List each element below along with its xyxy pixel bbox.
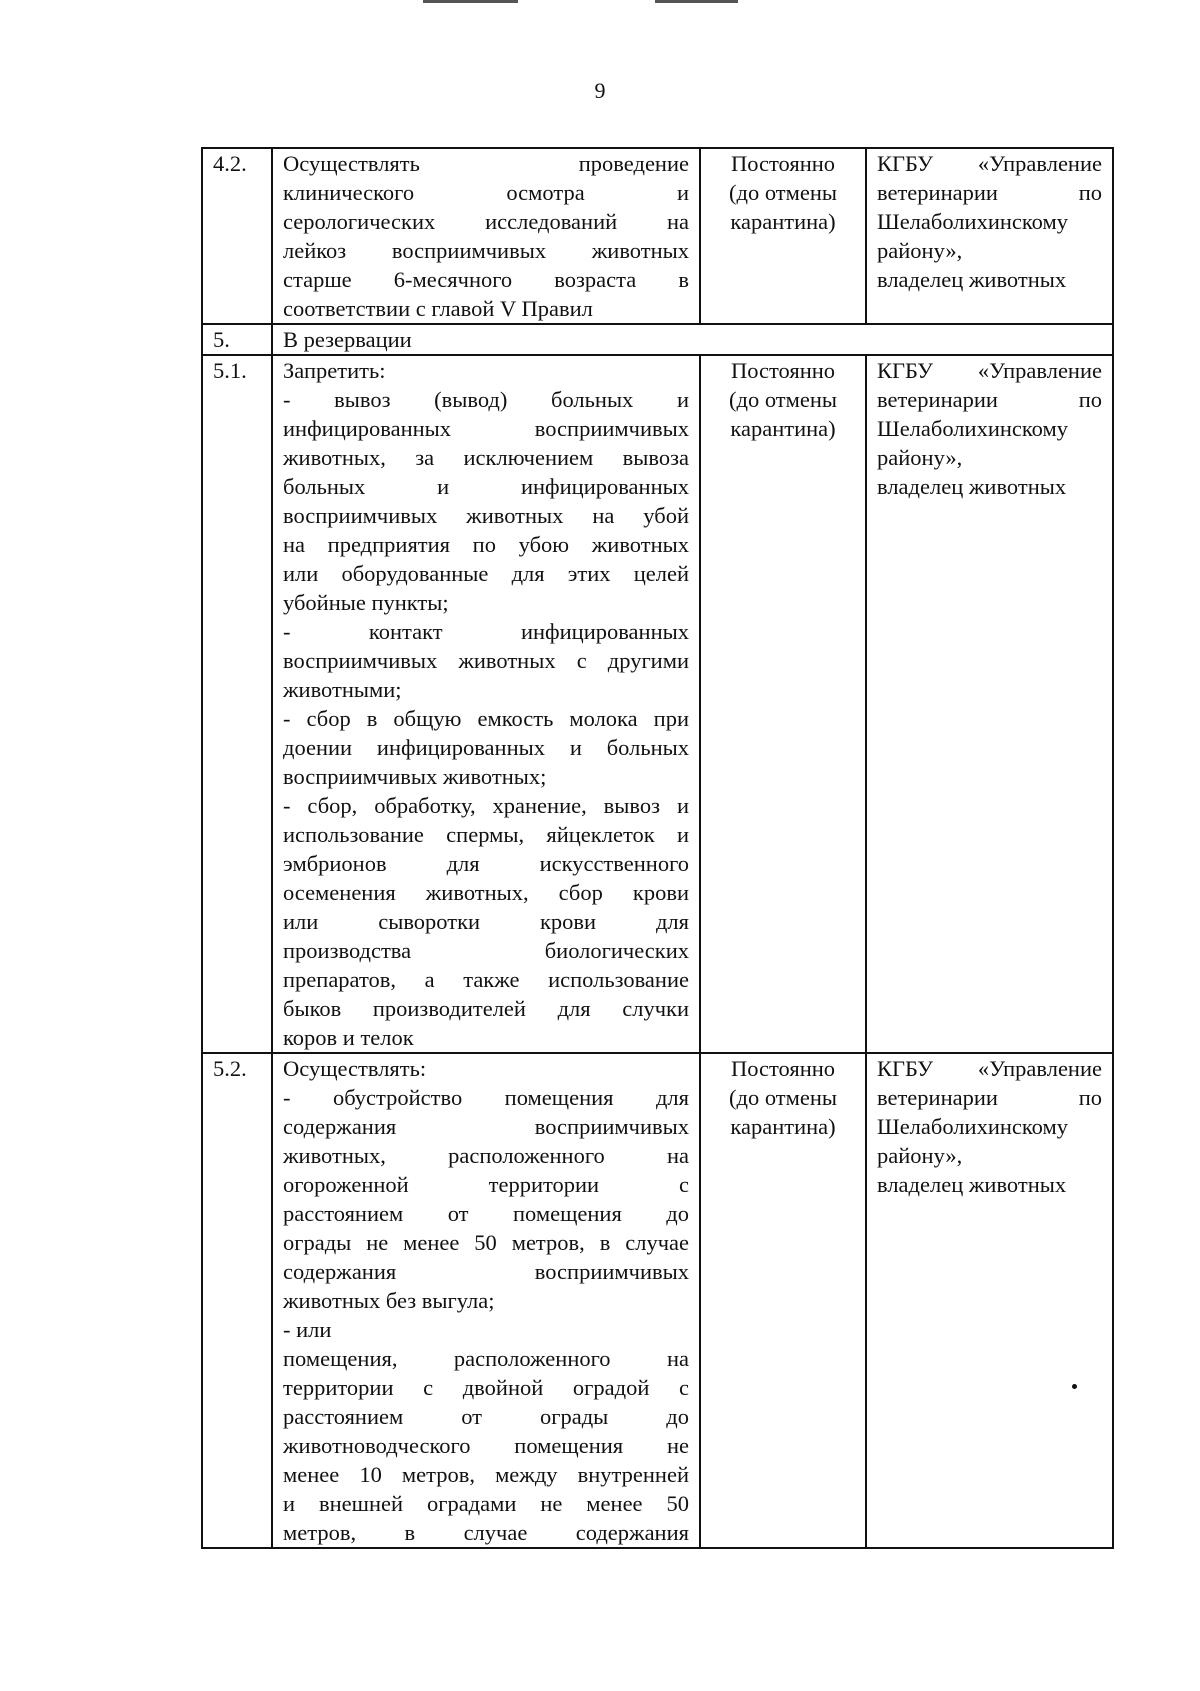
scan-mark xyxy=(423,0,518,3)
measure-text-line: огороженной территории с xyxy=(283,1172,689,1197)
measure-text-line: производства биологических xyxy=(283,938,689,963)
measure-text-line: ограды не менее 50 метров, в случае xyxy=(283,1230,689,1255)
responsible-line: владелец животных xyxy=(877,1172,1067,1197)
measure-text-line: старше 6-месячного возраста в xyxy=(283,267,689,292)
period-line: Постоянно xyxy=(730,151,836,176)
measure-text-line: - контакт инфицированных xyxy=(283,619,689,644)
table-row xyxy=(202,355,1113,1053)
period-line: (до отмены xyxy=(729,180,837,205)
responsible-line: владелец животных xyxy=(877,474,1067,499)
scan-dot xyxy=(1072,1384,1077,1389)
period-cell xyxy=(700,355,866,1053)
measure-text-line: содержания восприимчивых xyxy=(283,1259,689,1284)
measure-text-line: серологических исследований на xyxy=(283,209,689,234)
measure-text-line: расстоянием от ограды до xyxy=(283,1404,689,1429)
responsible-line: ветеринарии по xyxy=(877,1085,1102,1110)
measure-text-line: помещения, расположенного на xyxy=(283,1346,689,1371)
measure-text-line: препаратов, а также использование xyxy=(283,967,689,992)
measure-text xyxy=(272,1053,700,1548)
measure-text-line: доении инфицированных и больных xyxy=(283,735,689,760)
measure-text-line: на предприятия по убою животных xyxy=(283,532,689,557)
measure-text-line: осеменения животных, сбор крови xyxy=(283,880,689,905)
measure-text-line: животных, за исключением вывоза xyxy=(283,445,689,470)
measure-text-line: лейкоз восприимчивых животных xyxy=(283,238,689,263)
measure-text-line: - сбор в общую емкость молока при xyxy=(283,706,689,731)
measures-table-body xyxy=(202,148,1113,1548)
responsible-line: КГБУ «Управление xyxy=(877,151,1102,176)
item-number: 5.2. xyxy=(202,1053,272,1548)
table-row xyxy=(202,324,1113,355)
period-line: карантина) xyxy=(730,1114,836,1139)
measure-text-line: быков производителей для случки xyxy=(283,996,689,1021)
item-number: 4.2. xyxy=(202,148,272,324)
responsible-line: району», xyxy=(877,238,963,263)
measure-text-line: метров, в случае содержания xyxy=(283,1520,689,1545)
page-number: 9 xyxy=(594,78,606,103)
measure-text-line: - или xyxy=(283,1317,332,1342)
measure-text-line: инфицированных восприимчивых xyxy=(283,416,689,441)
responsible-cell xyxy=(866,148,1113,324)
measure-text-line: клинического осмотра и xyxy=(283,180,689,205)
measure-text-line: соответствии с главой V Правил xyxy=(283,296,593,321)
measure-text-line: - обустройство помещения для xyxy=(283,1085,689,1110)
measure-text-line: Осуществлять: xyxy=(283,1056,427,1081)
measure-text-line: больных и инфицированных xyxy=(283,474,689,499)
responsible-cell xyxy=(866,355,1113,1053)
measure-text xyxy=(272,355,700,1053)
table-row xyxy=(202,148,1113,324)
item-number: 5.1. xyxy=(202,355,272,1053)
responsible-line: району», xyxy=(877,445,963,470)
measure-text-line: животноводческого помещения не xyxy=(283,1433,689,1458)
measure-text xyxy=(272,148,700,324)
responsible-line: району», xyxy=(877,1143,963,1168)
responsible-cell xyxy=(866,1053,1113,1548)
responsible-line: владелец животных xyxy=(877,267,1067,292)
measure-text-line: убойные пункты; xyxy=(283,590,449,615)
measure-text-line: - сбор, обработку, хранение, вывоз и xyxy=(283,793,689,818)
responsible-line: Шелаболихинскому xyxy=(877,1114,1068,1139)
period-line: Постоянно xyxy=(730,1056,836,1081)
measure-text-line: животных, расположенного на xyxy=(283,1143,689,1168)
item-number: 5. xyxy=(202,324,272,355)
section-heading: В резервации xyxy=(272,324,1113,355)
responsible-line: Шелаболихинскому xyxy=(877,209,1068,234)
responsible-line: ветеринарии по xyxy=(877,180,1102,205)
measure-text-line: или сыворотки крови для xyxy=(283,909,689,934)
period-cell xyxy=(700,148,866,324)
measure-text-line: эмбрионов для искусственного xyxy=(283,851,689,876)
measure-text-line: - вывоз (вывод) больных и xyxy=(283,387,689,412)
measure-text-line: и внешней оградами не менее 50 xyxy=(283,1491,689,1516)
period-line: (до отмены xyxy=(729,387,837,412)
measure-text-line: восприимчивых животных; xyxy=(283,764,547,789)
responsible-line: Шелаболихинскому xyxy=(877,416,1068,441)
period-line: Постоянно xyxy=(730,358,836,383)
period-line: карантина) xyxy=(730,416,836,441)
measure-text-line: животных без выгула; xyxy=(283,1288,495,1313)
measure-text-line: территории с двойной оградой с xyxy=(283,1375,689,1400)
measure-text-line: расстоянием от помещения до xyxy=(283,1201,689,1226)
period-line: карантина) xyxy=(730,209,836,234)
measure-text-line: коров и телок xyxy=(283,1025,414,1050)
measure-text-line: или оборудованные для этих целей xyxy=(283,561,689,586)
responsible-line: КГБУ «Управление xyxy=(877,1056,1102,1081)
period-line: (до отмены xyxy=(729,1085,837,1110)
responsible-line: ветеринарии по xyxy=(877,387,1102,412)
measure-text-line: животными; xyxy=(283,677,402,702)
period-cell xyxy=(700,1053,866,1548)
responsible-line: КГБУ «Управление xyxy=(877,358,1102,383)
scan-mark xyxy=(655,0,738,3)
measure-text-line: Запретить: xyxy=(283,358,386,383)
measure-text-line: восприимчивых животных с другими xyxy=(283,648,689,673)
measure-text-line: Осуществлять проведение xyxy=(283,151,689,176)
measures-table xyxy=(201,147,1114,1549)
table-row xyxy=(202,1053,1113,1548)
measure-text-line: содержания восприимчивых xyxy=(283,1114,689,1139)
measure-text-line: использование спермы, яйцеклеток и xyxy=(283,822,689,847)
measure-text-line: менее 10 метров, между внутренней xyxy=(283,1462,689,1487)
measure-text-line: восприимчивых животных на убой xyxy=(283,503,689,528)
